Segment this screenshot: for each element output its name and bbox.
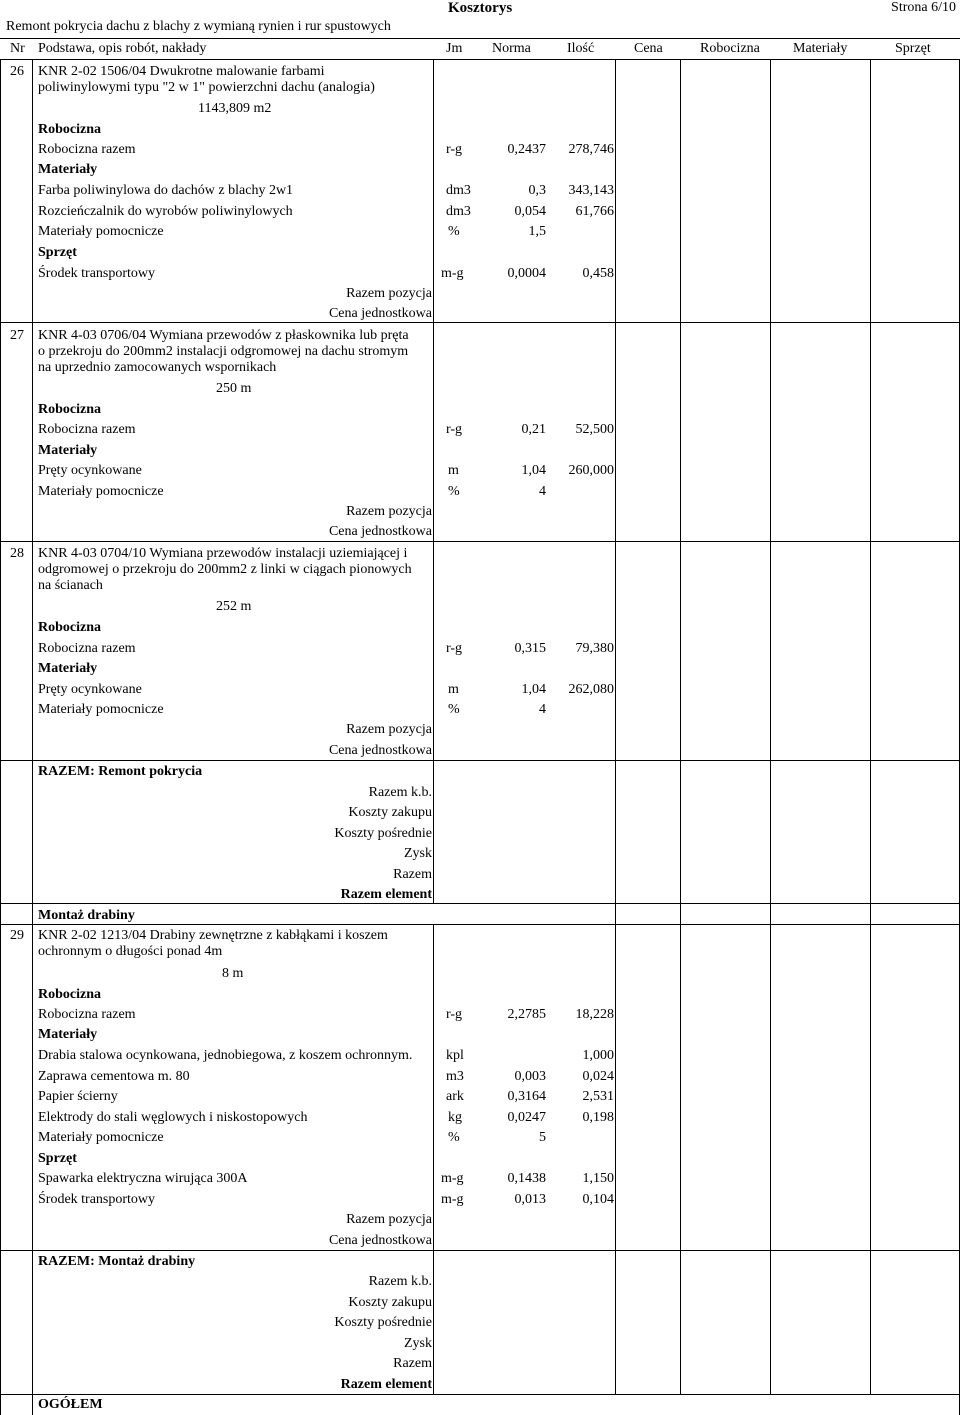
page-number: Strona 6/10 (891, 0, 956, 15)
item-ilosc: 0,104 (582, 1192, 614, 1207)
position-description: KNR 2-02 1506/04 Dwukrotne malowanie farbami (38, 64, 325, 79)
project-title: Remont pokrycia dachu z blachy z wymianą rynien i rur spustowych (6, 19, 391, 34)
col-norma: Norma (492, 41, 531, 56)
item-ilosc: 2,531 (582, 1089, 614, 1104)
item-name: Spawarka elektryczna wirująca 300A (38, 1171, 248, 1186)
section-materialy: Materiały (38, 162, 98, 177)
column-header (0, 38, 960, 60)
doc-title: Kosztorys (448, 0, 513, 16)
section-title: Montaż drabiny (38, 908, 135, 923)
section-robocizna: Robocizna (38, 987, 101, 1002)
koszty-zakupu-label: Koszty zakupu (348, 805, 432, 820)
position-number: 28 (10, 546, 24, 561)
position-quantity: 250 m (216, 381, 252, 396)
page-header (0, 0, 960, 38)
item-jm: % (448, 224, 460, 239)
row-divider (0, 760, 960, 761)
item-name: Materiały pomocnicze (38, 1130, 164, 1145)
position-number: 29 (10, 928, 24, 943)
position-quantity: 1143,809 m2 (198, 101, 272, 116)
summary-title: RAZEM: Montaż drabiny (38, 1254, 196, 1269)
cena-jednostkowa-label: Cena jednostkowa (328, 524, 432, 539)
item-ilosc: 18,228 (575, 1007, 614, 1022)
razem-pozycja-label: Razem pozycja (346, 1212, 432, 1227)
position-description: KNR 4-03 0704/10 Wymiana przewodów instalacji uziemiającej i (38, 546, 408, 561)
grid-line (433, 760, 434, 903)
item-ilosc: 52,500 (575, 422, 614, 437)
position-description: KNR 2-02 1213/04 Drabiny zewnętrzne z kabłąkami i koszem (38, 928, 388, 943)
zysk-label: Zysk (404, 846, 432, 861)
position-number: 26 (10, 64, 24, 79)
cena-jednostkowa-label: Cena jednostkowa (328, 743, 432, 758)
position-description: na ścianach (38, 578, 103, 593)
row-divider (0, 1394, 960, 1395)
razem-label: Razem (393, 1356, 432, 1371)
item-norma: 0,3 (528, 183, 546, 198)
section-materialy: Materiały (38, 443, 98, 458)
item-name: Rozcieńczalnik do wyrobów poliwinylowych (38, 204, 293, 219)
item-ilosc: 1,150 (582, 1171, 614, 1186)
item-ilosc: 79,380 (575, 641, 614, 656)
item-ilosc: 343,143 (568, 183, 614, 198)
item-ilosc: 0,198 (582, 1110, 614, 1125)
cena-jednostkowa-label: Cena jednostkowa (328, 1233, 432, 1248)
col-ilosc: Ilość (567, 41, 595, 56)
item-norma: 0,21 (521, 422, 546, 437)
col-robocizna: Robocizna (700, 41, 760, 56)
col-jm: Jm (446, 41, 463, 56)
item-norma: 1,04 (521, 682, 546, 697)
item-ilosc: 278,746 (568, 142, 614, 157)
grid-line (770, 60, 771, 1394)
position-description: KNR 4-03 0706/04 Wymiana przewodów z płaskownika lub pręta (38, 328, 409, 343)
item-jm: % (448, 484, 460, 499)
item-jm: ark (446, 1089, 464, 1104)
razem-kb-label: Razem k.b. (368, 785, 432, 800)
item-norma: 1,04 (521, 463, 546, 478)
koszty-posrednie-label: Koszty pośrednie (334, 826, 432, 841)
item-norma: 0,1438 (507, 1171, 546, 1186)
grid-line (433, 1250, 434, 1394)
item-jm: kpl (446, 1048, 464, 1063)
grid-line (433, 322, 434, 541)
item-jm: dm3 (446, 183, 471, 198)
koszty-zakupu-label: Koszty zakupu (348, 1295, 432, 1310)
item-jm: m3 (446, 1069, 464, 1084)
grid-line (433, 60, 434, 322)
row-divider (0, 322, 960, 323)
position-quantity: 252 m (216, 599, 252, 614)
grid-line (433, 924, 434, 1250)
item-ilosc: 0,458 (582, 266, 614, 281)
cena-jednostkowa-label: Cena jednostkowa (328, 306, 432, 321)
item-norma: 4 (539, 702, 546, 717)
item-ilosc: 262,080 (568, 682, 614, 697)
item-jm: m-g (441, 266, 464, 281)
item-jm: % (448, 1130, 460, 1145)
item-norma: 0,0004 (507, 266, 546, 281)
item-name: Robocizna razem (38, 641, 136, 656)
item-jm: r-g (446, 641, 463, 656)
item-norma: 5 (539, 1130, 546, 1145)
section-robocizna: Robocizna (38, 122, 101, 137)
item-name: Robocizna razem (38, 1007, 136, 1022)
summary-title: RAZEM: Remont pokrycia (38, 764, 203, 779)
item-ilosc: 260,000 (568, 463, 614, 478)
col-nr: Nr (10, 41, 25, 56)
item-norma: 0,003 (514, 1069, 546, 1084)
item-name: Papier ścierny (38, 1089, 118, 1104)
item-ilosc: 0,024 (582, 1069, 614, 1084)
zysk-label: Zysk (404, 1336, 432, 1351)
item-norma: 0,013 (514, 1192, 546, 1207)
item-name: Robocizna razem (38, 422, 136, 437)
section-materialy: Materiały (38, 661, 98, 676)
section-materialy: Materiały (38, 1027, 98, 1042)
grid-line (680, 60, 681, 1394)
grid-line (32, 60, 33, 1415)
item-name: Środek transportowy (38, 1192, 156, 1207)
grid-line (0, 60, 1, 1415)
razem-kb-label: Razem k.b. (368, 1274, 432, 1289)
item-norma: 4 (539, 484, 546, 499)
item-jm: m-g (441, 1171, 464, 1186)
row-divider (0, 924, 960, 925)
item-norma: 1,5 (528, 224, 546, 239)
item-norma: 0,2437 (507, 142, 546, 157)
item-name: Zaprawa cementowa m. 80 (38, 1069, 190, 1084)
grid-line (870, 60, 871, 1394)
item-norma: 0,315 (514, 641, 546, 656)
item-name: Materiały pomocnicze (38, 224, 164, 239)
item-norma: 0,0247 (507, 1110, 546, 1125)
item-name: Środek transportowy (38, 266, 156, 281)
item-name: Elektrody do stali węglowych i niskostopowych (38, 1110, 308, 1125)
col-materialy: Materiały (793, 41, 848, 56)
section-robocizna: Robocizna (38, 402, 101, 417)
razem-pozycja-label: Razem pozycja (346, 504, 432, 519)
row-divider (0, 541, 960, 542)
grid-line (615, 60, 616, 1394)
item-name: Pręty ocynkowane (38, 682, 142, 697)
position-description: odgromowej o przekroju do 200mm2 z linki w ciągach pionowych (38, 562, 412, 577)
item-norma: 0,3164 (507, 1089, 546, 1104)
position-description: na uprzednio zamocowanych wspornikach (38, 360, 277, 375)
col-desc: Podstawa, opis robót, nakłady (38, 41, 207, 56)
item-norma: 0,054 (514, 204, 546, 219)
item-jm: kg (448, 1110, 462, 1125)
item-name: Farba poliwinylowa do dachów z blachy 2w1 (38, 183, 294, 198)
razem-pozycja-label: Razem pozycja (346, 722, 432, 737)
item-name: Pręty ocynkowane (38, 463, 142, 478)
razem-element-label: Razem element (340, 887, 432, 902)
item-ilosc: 61,766 (575, 204, 614, 219)
col-sprzet: Sprzęt (895, 41, 931, 56)
section-sprzet: Sprzęt (38, 245, 77, 260)
razem-label: Razem (393, 867, 432, 882)
col-cena: Cena (634, 41, 663, 56)
razem-pozycja-label: Razem pozycja (346, 286, 432, 301)
item-norma: 2,2785 (507, 1007, 546, 1022)
item-jm: m (448, 463, 459, 478)
razem-element-label: Razem element (340, 1377, 432, 1392)
position-description: ochronnym o długości ponad 4m (38, 944, 223, 959)
item-jm: m (448, 682, 459, 697)
position-description: o przekroju do 200mm2 instalacji odgromowej na dachu stromym (38, 344, 409, 359)
item-jm: m-g (441, 1192, 464, 1207)
row-divider (0, 1250, 960, 1251)
position-description: poliwinylowymi typu "2 w 1" powierzchni dachu (analogia) (38, 80, 375, 95)
item-jm: r-g (446, 1007, 463, 1022)
total-label: OGÓŁEM (38, 1397, 103, 1412)
item-ilosc: 1,000 (582, 1048, 614, 1063)
grid-line (433, 541, 434, 760)
item-jm: dm3 (446, 204, 471, 219)
koszty-posrednie-label: Koszty pośrednie (334, 1315, 432, 1330)
item-jm: r-g (446, 422, 463, 437)
item-name: Materiały pomocnicze (38, 702, 164, 717)
item-jm: % (448, 702, 460, 717)
position-quantity: 8 m (222, 966, 244, 981)
position-number: 27 (10, 328, 24, 343)
section-sprzet: Sprzęt (38, 1151, 77, 1166)
item-name: Drabia stalowa ocynkowana, jednobiegowa, z koszem ochronnym. (38, 1048, 413, 1063)
section-robocizna: Robocizna (38, 620, 101, 635)
item-jm: r-g (446, 142, 463, 157)
row-divider (0, 903, 960, 904)
item-name: Robocizna razem (38, 142, 136, 157)
item-name: Materiały pomocnicze (38, 484, 164, 499)
